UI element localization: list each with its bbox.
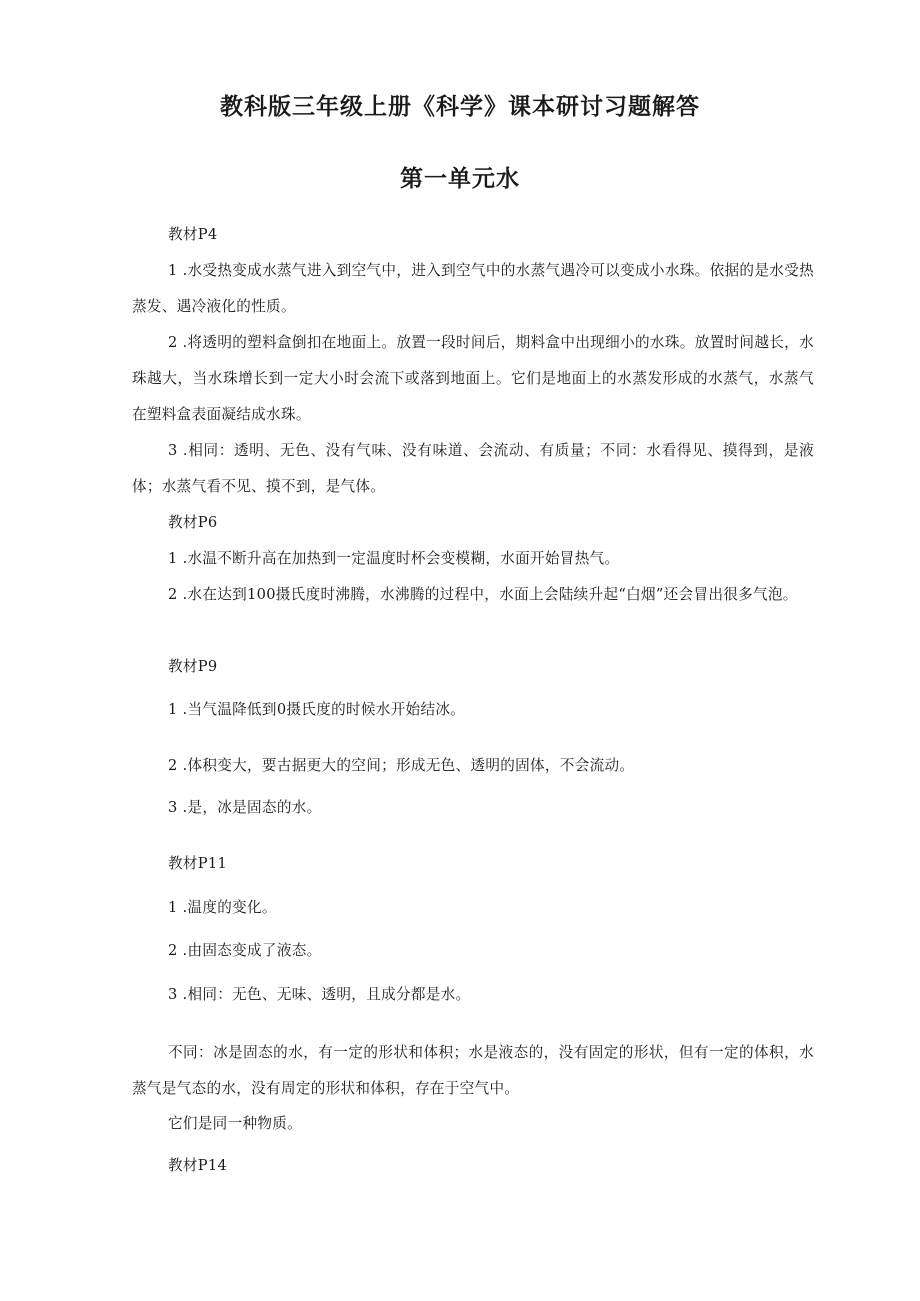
answer-paragraph: 1 .水温不断升高在加热到一定温度时杯会变模糊，水面开始冒热气。	[168, 550, 620, 567]
section-heading-p6: 教材P6	[168, 514, 218, 531]
document-title: 教科版三年级上册《科学》课本研讨习题解答	[220, 93, 700, 120]
answer-paragraph: 它们是同一种物质。	[168, 1115, 303, 1132]
answer-paragraph: 2 .水在达到100摄氏度时沸腾，水沸腾的过程中，水面上会陆续升起“白烟”还会冒出很多气泡。	[168, 586, 798, 603]
answer-paragraph: 2 .体积变大，要古据更大的空间；形成无色、透明的固体，不会流动。	[168, 757, 635, 774]
section-heading-p4: 教材P4	[168, 226, 218, 243]
answer-paragraph: 2 .将透明的塑料盒倒扣在地面上。放置一段时间后，期料盒中出现细小的水珠。放置时间越长，水珠越大，当水珠增长到一定大小时会流下或落到地面上。它们是地面上的水蒸发形成的水蒸气，水蒸气在塑料盒表面凝结成水珠。	[132, 334, 814, 423]
unit-title: 第一单元水	[400, 165, 520, 192]
section-heading-p11: 教材P11	[168, 855, 228, 872]
answer-paragraph: 1 .当气温降低到0摄氏度的时候水开始结冰。	[168, 701, 466, 718]
section-heading-p14: 教材P14	[168, 1157, 228, 1174]
answer-paragraph: 1 .水受热变成水蒸气进入到空气中，进入到空气中的水蒸气遇冷可以变成小水珠。依据的是水受热蒸发、遇冷液化的性质。	[132, 262, 814, 315]
answer-paragraph: 3 .相同：无色、无味、透明，且成分都是水。	[168, 986, 471, 1003]
answer-paragraph: 3 .相同：透明、无色、没有气味、没有味道、会流动、有质量；不同：水看得见、摸得到，是液体；水蒸气看不见、摸不到，是气体。	[132, 442, 814, 495]
answer-paragraph: 不同：冰是固态的水，有一定的形状和体积；水是液态的，没有固定的形状，但有一定的体积，水蒸气是气态的水，没有周定的形状和体积，存在于空气中。	[132, 1044, 814, 1097]
answer-paragraph: 1 .温度的变化。	[168, 899, 277, 916]
section-heading-p9: 教材P9	[168, 658, 218, 675]
answer-paragraph: 2 .由固态变成了液态。	[168, 942, 322, 959]
answer-paragraph: 3 .是，冰是固态的水。	[168, 799, 322, 816]
